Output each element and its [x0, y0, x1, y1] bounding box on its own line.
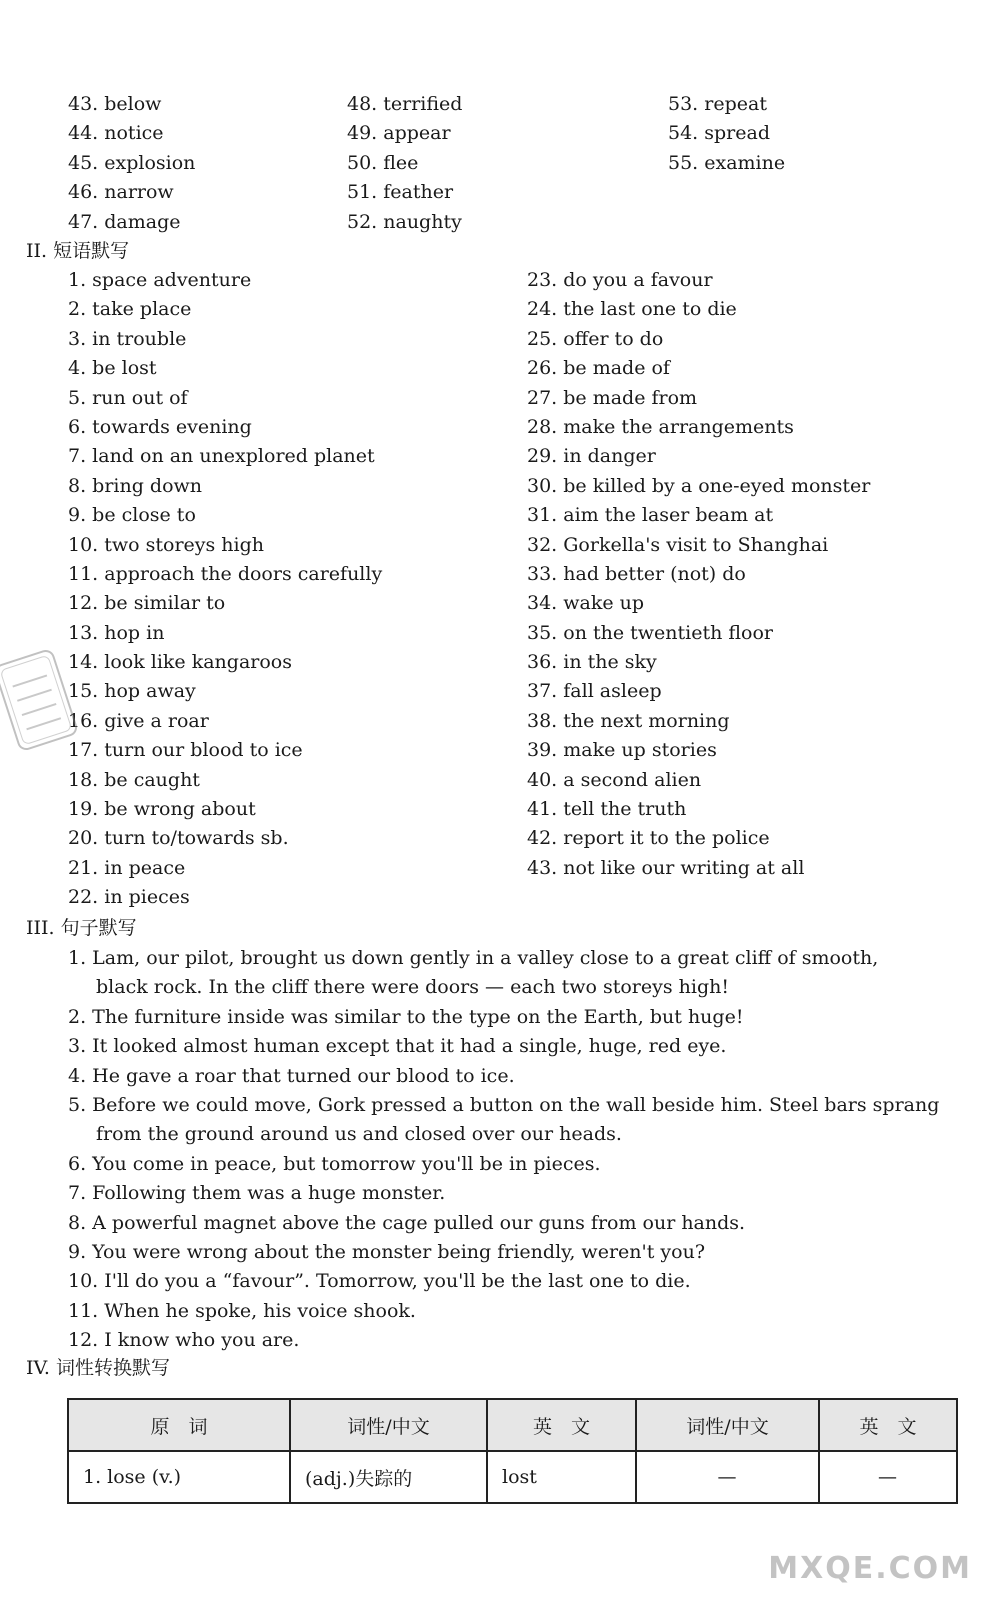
phrase-item: 27. be made from — [527, 386, 698, 409]
phrase-item: 14. look like kangaroos — [68, 651, 292, 674]
sentence-item: 2. The furniture inside was similar to the type on the Earth, but huge! — [68, 1005, 744, 1028]
phrase-item: 15. hop away — [68, 680, 196, 703]
vocab-col-3 — [668, 90, 785, 178]
site-watermark — [768, 1551, 972, 1586]
vocab-item: 49. appear — [347, 122, 451, 145]
phrase-item: 17. turn our blood to ice — [68, 739, 303, 762]
phrase-item: 5. run out of — [68, 386, 188, 409]
vocab-item: 47. damage — [68, 210, 181, 233]
phrase-item: 24. the last one to die — [527, 298, 737, 321]
table-cell: 1. lose (v.) — [68, 1451, 290, 1503]
phrase-item: 10. two storeys high — [68, 533, 265, 556]
sentence-list — [68, 944, 958, 1356]
table-cell: lost — [487, 1451, 636, 1503]
vocab-item: 50. flee — [347, 151, 419, 174]
phrase-item: 33. had better (not) do — [527, 562, 746, 585]
sentence-item: 7. Following them was a huge monster. — [68, 1182, 446, 1205]
table-row — [68, 1451, 957, 1503]
phrase-item: 6. towards evening — [68, 415, 252, 438]
phrase-item: 16. give a roar — [68, 709, 209, 732]
phrase-item: 4. be lost — [68, 357, 157, 380]
table-cell: — — [819, 1451, 957, 1503]
phrase-item: 31. aim the laser beam at — [527, 504, 774, 527]
phrase-item: 25. offer to do — [527, 327, 664, 350]
sentence-line: 1. Lam, our pilot, brought us down gently in a valley close to a great cliff of smooth, — [68, 947, 879, 969]
phrase-item: 28. make the arrangements — [527, 415, 794, 438]
section-3-heading: III. 句子默写 — [26, 917, 137, 939]
sentence-item: 6. You come in peace, but tomorrow you'll be in pieces. — [68, 1152, 601, 1175]
phrase-item: 42. report it to the police — [527, 827, 770, 850]
col-header-original-word: 原 词 — [68, 1399, 290, 1451]
phrase-item: 26. be made of — [527, 357, 670, 380]
section-4-heading: IV. 词性转换默写 — [26, 1357, 170, 1379]
vocab-item: 53. repeat — [668, 93, 767, 115]
table-cell: (adj.)失踪的 — [290, 1451, 487, 1503]
vocab-item: 48. terrified — [347, 93, 463, 115]
phrase-item: 39. make up stories — [527, 739, 717, 762]
phrase-item: 18. be caught — [68, 768, 200, 791]
section-2-heading: II. 短语默写 — [26, 240, 130, 262]
phrase-item: 11. approach the doors carefully — [68, 562, 383, 585]
col-header-english: 英 文 — [487, 1399, 636, 1451]
vocab-item: 43. below — [68, 93, 162, 115]
phrase-item: 3. in trouble — [68, 327, 187, 350]
vocab-col-2 — [347, 90, 462, 237]
phrase-item: 29. in danger — [527, 445, 656, 468]
phrase-item: 1. space adventure — [68, 269, 252, 291]
sentence-line-cont: black rock. In the cliff there were doors — each two storeys high! — [96, 976, 729, 999]
sentence-item — [68, 944, 958, 1003]
phrase-item: 12. be similar to — [68, 592, 226, 615]
phrase-item: 13. hop in — [68, 621, 165, 644]
phrase-item: 35. on the twentieth floor — [527, 621, 774, 644]
vocab-item: 55. examine — [668, 151, 786, 174]
phrase-list-right — [527, 266, 870, 883]
phrase-item: 32. Gorkella's visit to Shanghai — [527, 533, 829, 556]
col-header-english-2: 英 文 — [819, 1399, 957, 1451]
col-header-pos-chinese-2: 词性/中文 — [636, 1399, 819, 1451]
sentence-item: 10. I'll do you a “favour”. Tomorrow, you'll be the last one to die. — [68, 1270, 691, 1293]
phrase-item: 7. land on an unexplored planet — [68, 445, 375, 468]
phrase-item: 21. in peace — [68, 856, 186, 879]
phrase-item: 23. do you a favour — [527, 269, 713, 291]
sentence-item: 12. I know who you are. — [68, 1329, 300, 1352]
phrase-item: 2. take place — [68, 298, 192, 321]
watermark-text: MXQE.COM — [768, 1551, 972, 1586]
table-header-row — [68, 1399, 957, 1451]
vocab-item: 52. naughty — [347, 210, 462, 233]
sentence-item — [68, 1091, 958, 1150]
vocab-col-1 — [68, 90, 195, 237]
phrase-item: 38. the next morning — [527, 709, 730, 732]
phrase-item: 20. turn to/towards sb. — [68, 827, 289, 850]
sentence-item: 9. You were wrong about the monster being friendly, weren't you? — [68, 1241, 706, 1264]
phrase-item: 36. in the sky — [527, 651, 657, 674]
sentence-line: 5. Before we could move, Gork pressed a button on the wall beside him. Steel bars sprang — [68, 1094, 940, 1117]
phrase-item: 30. be killed by a one-eyed monster — [527, 474, 871, 497]
vocab-item: 51. feather — [347, 181, 454, 204]
phrase-item: 37. fall asleep — [527, 680, 662, 703]
phrase-item: 40. a second alien — [527, 768, 702, 791]
col-header-pos-chinese: 词性/中文 — [290, 1399, 487, 1451]
phrase-item: 9. be close to — [68, 504, 196, 527]
vocab-item: 45. explosion — [68, 151, 196, 174]
word-conversion-table — [67, 1398, 958, 1504]
table-cell: — — [636, 1451, 819, 1503]
vocab-item: 54. spread — [668, 122, 770, 145]
phrase-item: 8. bring down — [68, 474, 203, 497]
phrase-item: 19. be wrong about — [68, 798, 256, 821]
sentence-line-cont: from the ground around us and closed over our heads. — [96, 1123, 622, 1146]
sentence-item: 3. It looked almost human except that it had a single, huge, red eye. — [68, 1035, 727, 1058]
sentence-item: 11. When he spoke, his voice shook. — [68, 1299, 416, 1322]
vocab-item: 44. notice — [68, 122, 164, 145]
phrase-item: 22. in pieces — [68, 886, 190, 909]
phrase-item: 41. tell the truth — [527, 798, 687, 821]
sentence-item: 8. A powerful magnet above the cage pulled our guns from our hands. — [68, 1211, 746, 1234]
vocab-item: 46. narrow — [68, 181, 174, 204]
phrase-item: 34. wake up — [527, 592, 645, 615]
phrase-item: 43. not like our writing at all — [527, 856, 805, 879]
sentence-item: 4. He gave a roar that turned our blood to ice. — [68, 1064, 515, 1087]
phrase-list-left — [68, 266, 382, 913]
